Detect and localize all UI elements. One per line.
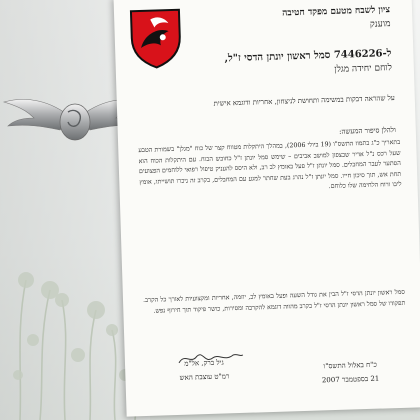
signer-name: גיל ברק, אל"מ — [184, 358, 224, 368]
citation-subtitle: מוענק — [369, 19, 391, 30]
citation-closing: סמל ראשון יונתן הדסי ז"ל הבין את גודל השעה ופעל באומץ לב, יוזמה, אחריות ומקצועיות לאורך כל הקרב. תפקודו של סמל ראשון יונתן הדסי ז"ל בקרב מהווה דוגמא להקרבה ומסירות, כושר פיקוד תוך חירוף נפש. — [142, 288, 406, 315]
signer-title: רמ"ט עוצבת האש — [179, 372, 230, 382]
date-gregorian: 21 בספטמבר 2007 — [321, 374, 380, 385]
section-heading: ולהלן סיפור המעשה: — [338, 125, 396, 136]
citation-body: בתאריך כ"ג בתמוז התשס"ו (19 ביולי 2006), במהלך היתקלות מטווח קצר של כוח "מגלן" בשמורת הטבע שעל רכס נ"ל אדיר שבצפון למושב אביבים – שימש סמל יונתן ז"ל כחובש הכוח. עם היתקלות הכוח הוא הסתער לעבר המחבלים. סמל יונתן ז"ל פעל באומץ לב רב, ולא היסס להעניק טיפול רפואי ללוחמים הפצועים תחת אש, תוך סיכון חייו. סמל יונתן ז"ל נהרג בעת שחתר למגע עם המחבלים, בקרב זה ניכרו תושייתו, אומץ ליבו ורוח הלחימה שלו כלוחם. — [138, 138, 402, 191]
date-hebrew: כ"ח באלול התשס"ו — [323, 360, 377, 371]
citation-reason: על שהראה דבקות במשימה ותחושת לניצחון, אחריות ודוגמא אישית — [213, 93, 395, 108]
date-block — [305, 360, 396, 385]
signature-block — [159, 358, 250, 383]
citation-document — [113, 0, 420, 417]
recipient-line: ל-7446226 סמל ראשון יונתן הדסי ז"ל, — [224, 48, 392, 65]
recipient-role: לוחם יחידה מגלן — [334, 63, 393, 75]
citation-title: ציון לשבח מטעם מפקד חטיבה — [281, 5, 391, 19]
